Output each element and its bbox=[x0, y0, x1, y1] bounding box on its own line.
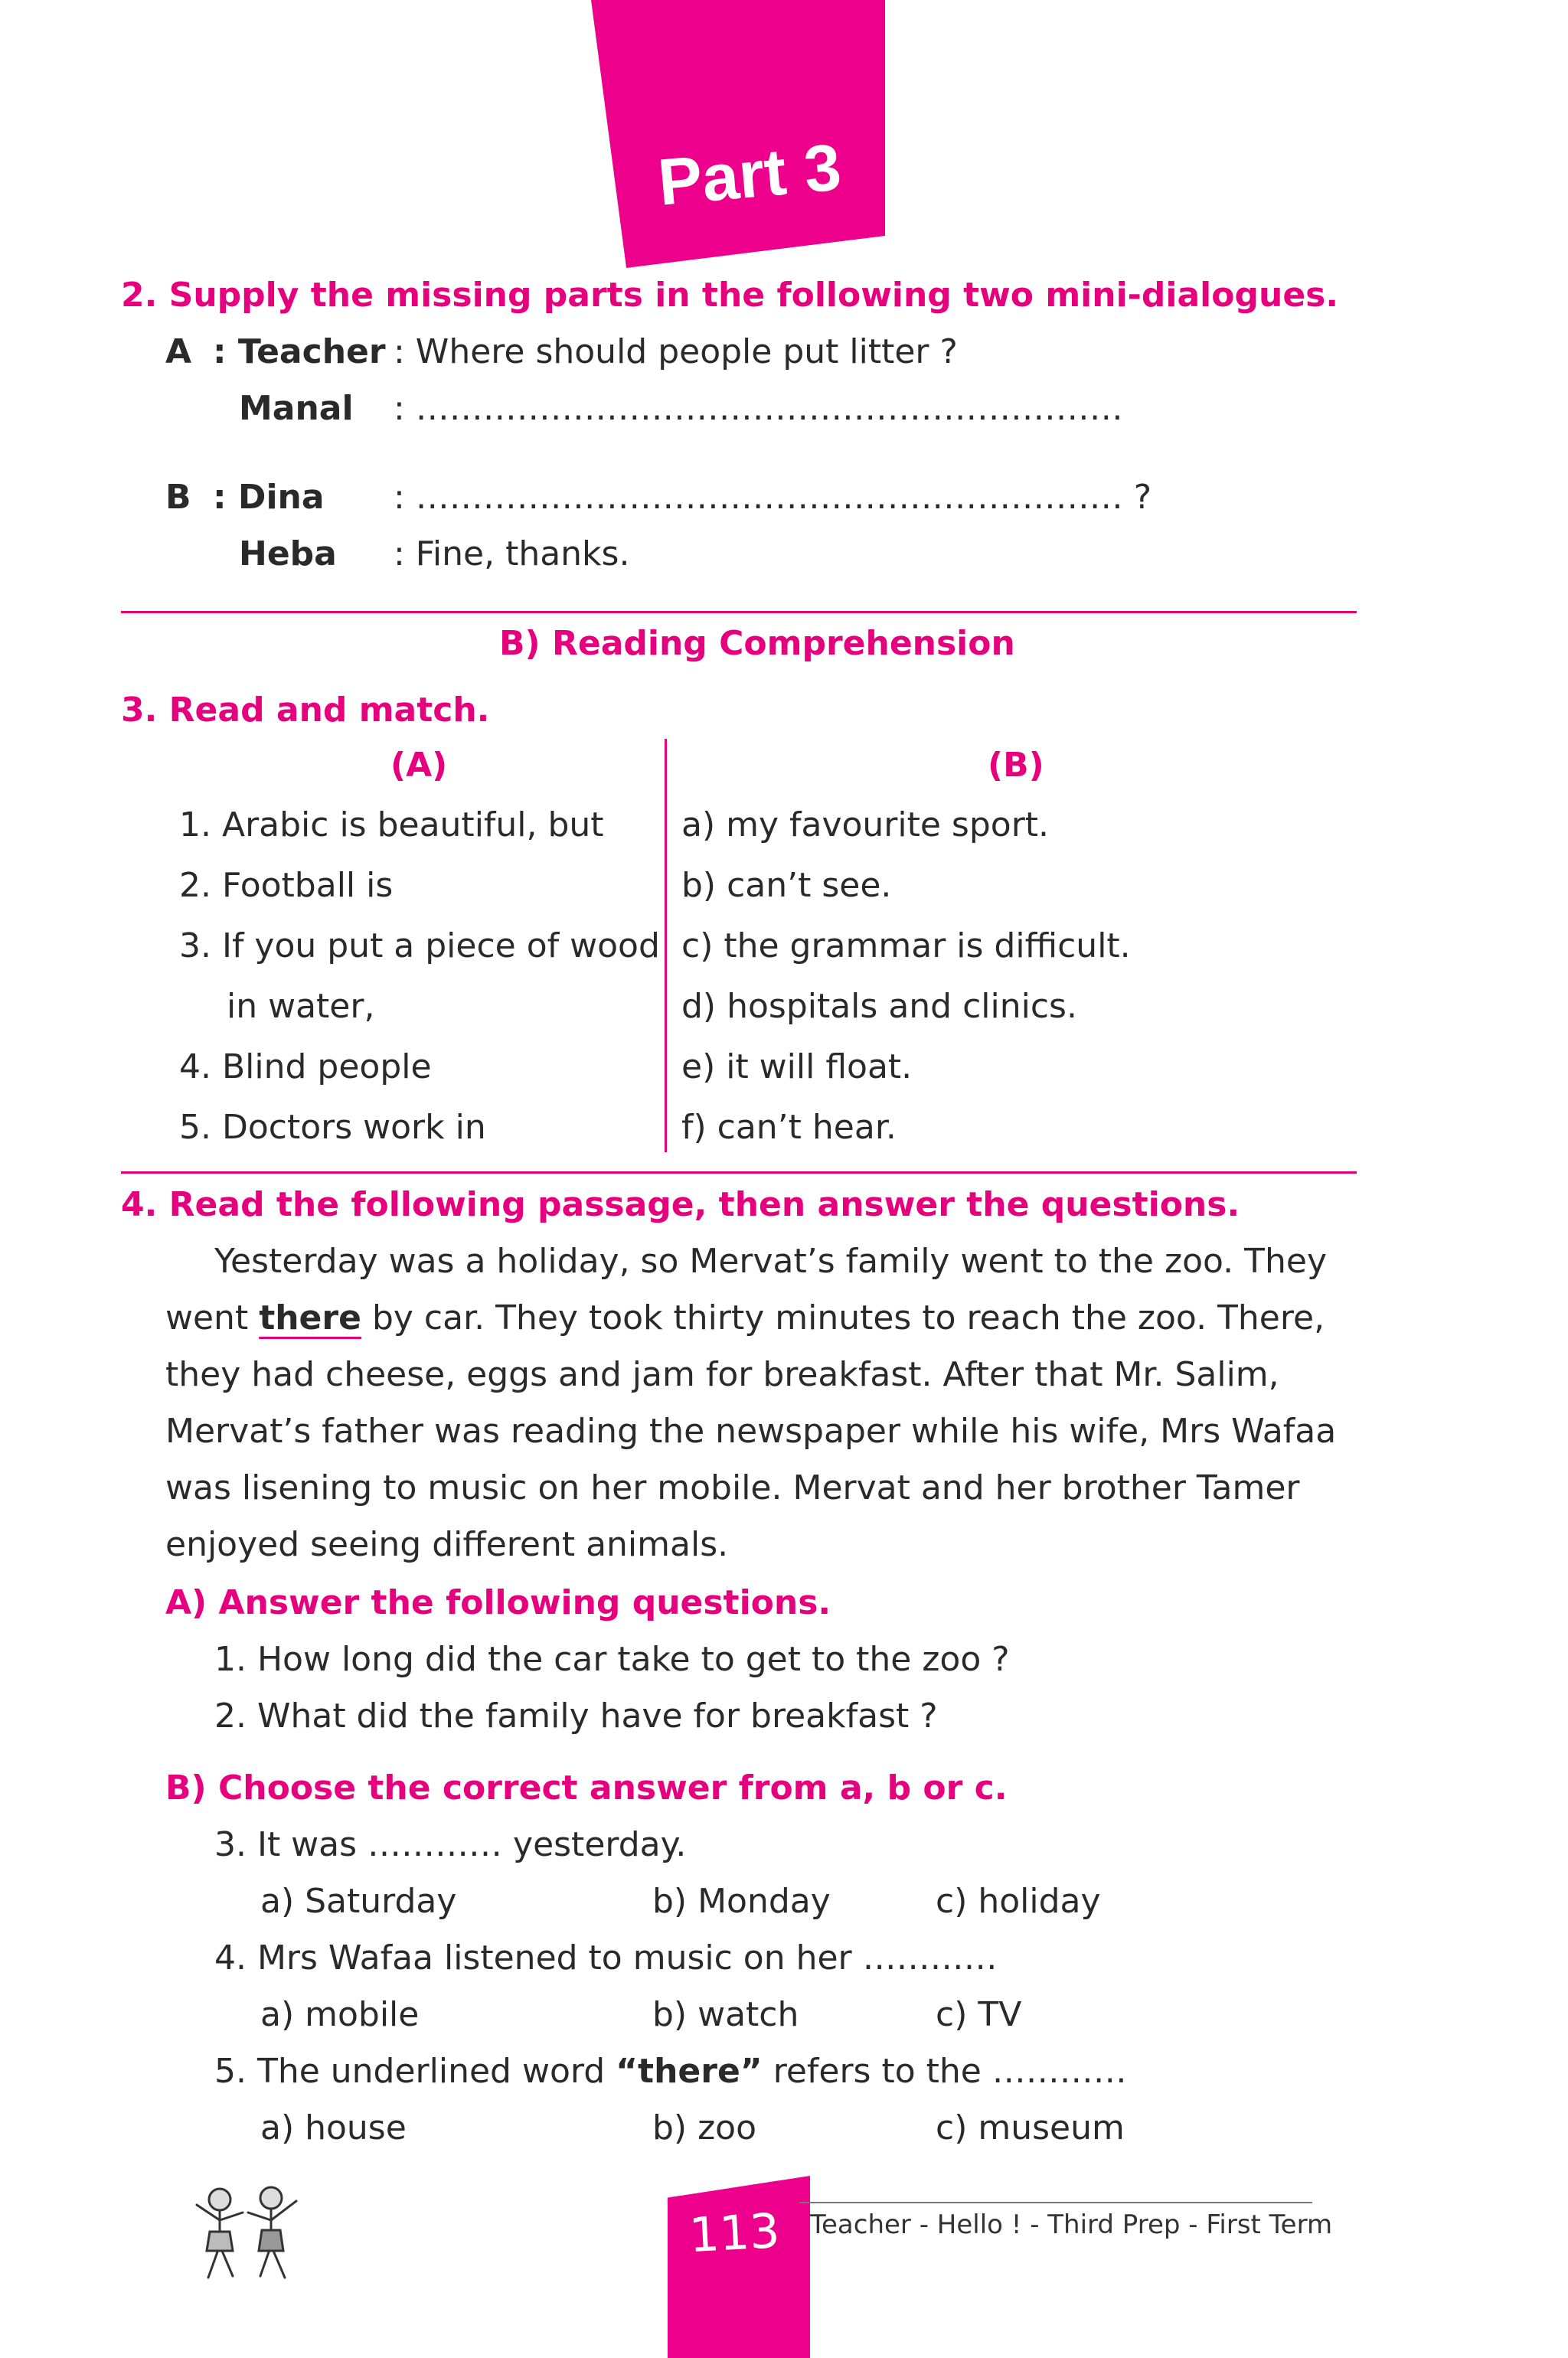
dialogue-a-label: A bbox=[165, 332, 192, 371]
match-left-item: 3. If you put a piece of wood bbox=[179, 926, 660, 965]
match-right-item: f) can’t hear. bbox=[681, 1108, 897, 1147]
answer-option: b) Monday bbox=[652, 1882, 831, 1921]
underlined-word-there: there bbox=[259, 1298, 361, 1337]
match-left-item: 5. Doctors work in bbox=[179, 1108, 486, 1147]
dancing-kids-icon bbox=[178, 2178, 315, 2289]
section-b-title: B) Reading Comprehension bbox=[499, 624, 1015, 663]
question-item: 2. What did the family have for breakfast ? bbox=[214, 1697, 938, 1736]
section-divider bbox=[121, 1171, 1357, 1174]
column-a-header: (A) bbox=[390, 746, 448, 785]
answer-option: a) house bbox=[260, 2108, 407, 2147]
q3-heading: 3. Read and match. bbox=[121, 691, 490, 730]
answer-option: b) zoo bbox=[652, 2108, 757, 2147]
answer-option: c) museum bbox=[936, 2108, 1125, 2147]
question-item: 1. How long did the car take to get to the zoo ? bbox=[214, 1640, 1010, 1679]
question-item: 4. Mrs Wafaa listened to music on her ………… bbox=[214, 1938, 998, 1978]
passage-line bbox=[165, 1298, 1325, 1337]
match-left-item: 2. Football is bbox=[179, 866, 394, 905]
dialogue-b-label: B bbox=[165, 478, 191, 517]
answer-option: a) Saturday bbox=[260, 1882, 457, 1921]
page-number-tab bbox=[668, 2176, 810, 2358]
dialogue-a-teacher-name: : Teacher bbox=[213, 332, 386, 371]
passage-line: Mervat’s father was reading the newspaper while his wife, Mrs Wafaa bbox=[165, 1412, 1337, 1451]
part-banner bbox=[591, 0, 885, 268]
dialogue-b-heba-line: : Fine, thanks. bbox=[394, 534, 630, 573]
match-column-divider bbox=[665, 739, 667, 1152]
match-left-item-continued: in water, bbox=[227, 987, 375, 1026]
answer-option: c) holiday bbox=[936, 1882, 1101, 1921]
dialogue-a-manal-name: Manal bbox=[239, 389, 354, 428]
question-item: 3. It was ………… yesterday. bbox=[214, 1825, 687, 1864]
question-text: 5. The underlined word bbox=[214, 2052, 606, 2091]
match-left-item: 4. Blind people bbox=[179, 1047, 432, 1086]
answer-option: b) watch bbox=[652, 1995, 799, 2034]
dialogue-b-dina-blank: : ……………………………………………………… ? bbox=[394, 478, 1152, 517]
passage-line: Yesterday was a holiday, so Mervat’s family went to the zoo. They bbox=[214, 1242, 1327, 1281]
passage-line: was lisening to music on her mobile. Mervat and her brother Tamer bbox=[165, 1468, 1300, 1507]
answer-option: c) TV bbox=[936, 1995, 1022, 2034]
answer-option: a) mobile bbox=[260, 1995, 420, 2034]
dialogue-a-teacher-line: : Where should people put litter ? bbox=[394, 332, 958, 371]
dialogue-b-heba-name: Heba bbox=[239, 534, 337, 573]
match-right-item: d) hospitals and clinics. bbox=[681, 987, 1077, 1026]
q4-part-a-heading: A) Answer the following questions. bbox=[165, 1583, 831, 1622]
passage-text: went bbox=[165, 1298, 249, 1337]
q4-heading: 4. Read the following passage, then answer the questions. bbox=[121, 1185, 1240, 1224]
column-b-header: (B) bbox=[988, 746, 1044, 785]
question-item bbox=[214, 2052, 1127, 2091]
passage-line: enjoyed seeing different animals. bbox=[165, 1525, 729, 1564]
match-right-item: b) can’t see. bbox=[681, 866, 892, 905]
match-right-item: e) it will float. bbox=[681, 1047, 913, 1086]
q2-heading: 2. Supply the missing parts in the following two mini-dialogues. bbox=[121, 276, 1339, 315]
q4-part-b-heading: B) Choose the correct answer from a, b or c. bbox=[165, 1768, 1008, 1808]
dialogue-a-manal-blank: : ……………………………………………………… bbox=[394, 389, 1123, 428]
quoted-word-there: “there” bbox=[616, 2052, 763, 2091]
part-title: Part 3 bbox=[655, 130, 844, 220]
match-right-item: a) my favourite sport. bbox=[681, 805, 1050, 844]
passage-text: by car. They took thirty minutes to reach the zoo. There, bbox=[371, 1298, 1325, 1337]
book-title: Teacher - Hello ! - Third Prep - First Term bbox=[810, 2209, 1333, 2240]
section-divider bbox=[121, 611, 1357, 613]
dialogue-b-dina-name: : Dina bbox=[213, 478, 325, 517]
page-number: 113 bbox=[688, 2202, 782, 2264]
footer-rule bbox=[799, 2202, 1312, 2203]
question-text: refers to the ………… bbox=[773, 2052, 1127, 2091]
match-right-item: c) the grammar is difficult. bbox=[681, 926, 1131, 965]
match-left-item: 1. Arabic is beautiful, but bbox=[179, 805, 604, 844]
passage-line: they had cheese, eggs and jam for breakfast. After that Mr. Salim, bbox=[165, 1355, 1279, 1394]
